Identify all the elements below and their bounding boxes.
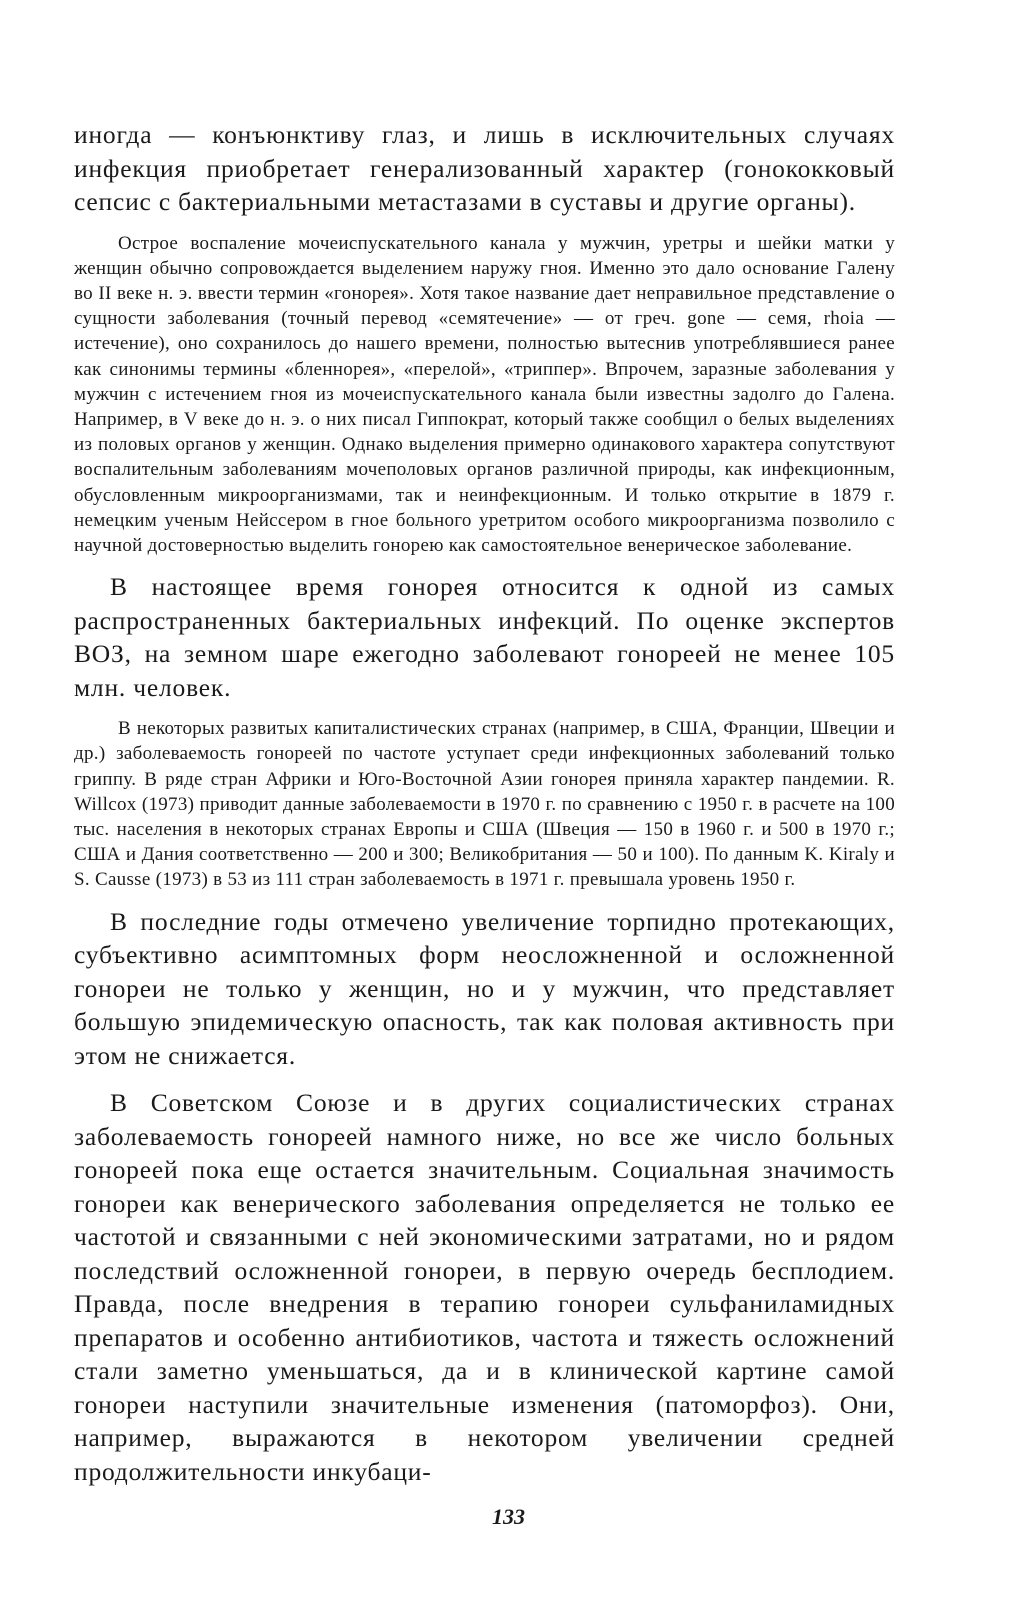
paragraph-2: В настоящее время гонорея относится к одной из самых распространенных бактериальных инфекций. По оценке экспертов ВОЗ, на земном шаре ежегодно заболевают гонореей не менее 105 млн. человек. <box>74 572 895 702</box>
paragraph-3: В последние годы отмечено увеличение торпидно протекающих, субъективно асимптомных форм неосложненной и осложненной гонореи не только у женщин, но и у мужчин, что представляет большую эпидемическую опасность, так как половая активность при этом не снижается. <box>74 906 895 1070</box>
note-paragraph-2: В некоторых развитых капиталистических странах (например, в США, Франции, Швеции и др.) заболеваемость гонореей по частоте уступает среди инфекционных заболеваний только гриппу. В ряде стран Африки и Юго-Восточной Азии гонорея приняла характер пандемии. R. Willcox (1973) приводит данные заболеваемости в 1970 г. по сравнению с 1950 г. в расчете на 100 тыс. населения в некоторых странах Европы и США (Швеция — 150 в 1960 г. и 500 в 1970 г.; США и Дания соответственно — 200 и 300; Великобритания — 50 и 100). По данным K. Kiraly и S. Causse (1973) в 53 из 111 стран заболеваемость в 1971 г. превышала уровень 1950 г. <box>74 718 895 891</box>
paragraph-1: иногда — конъюнктиву глаз, и лишь в исключительных случаях инфекция приобретает генерализованный характер (гонококковый сепсис с бактериальными метастазами в суставы и другие органы). <box>74 120 895 216</box>
note-paragraph-1: Острое воспаление мочеиспускательного канала у мужчин, уретры и шейки матки у женщин обычно сопровождается выделением наружу гноя. Именно это дало основание Галену во II веке н. э. ввести термин «гонорея». Хотя такое название дает неправильное представление о сущности заболевания (точный перевод «семятечение» — от греч. gone — семя, rhoia — истечение), оно сохранилось до нашего времени, полностью вытеснив употреблявшиеся ранее как синонимы термины «бленнорея», «перелой», «триппер». Впрочем, заразные заболевания у мужчин с истечением гноя из мочеиспускательного канала были известны задолго до Галена. Например, в V веке до н. э. о них писал Гиппократ, который также сообщил о белых выделениях из половых органов у женщин. Однако выделения примерно одинакового характера сопутствуют воспалительным заболеваниям мочеполовых органов различной природы, как инфекционным, обусловленным микроорганизмами, так и неинфекционным. И только открытие в 1879 г. немецким ученым Нейссером в гное больного уретритом особого микроорганизма позволило с научной достоверностью выделить гонорею как самостоятельное венерическое заболевание. <box>74 232 895 556</box>
paragraph-4: В Советском Союзе и в других социалистических странах заболеваемость гонореей намного ниже, но все же число больных гонореей пока еще остается значительным. Социальная значимость гонореи как венерического заболевания определяется не только ее частотой и связанными с ней экономическими затратами, но и рядом последствий осложненной гонореи, в первую очередь бесплодием. Правда, после внедрения в терапию гонореи сульфаниламидных препаратов и особенно антибиотиков, частота и тяжесть осложнений стали заметно уменьшаться, да и в клинической картине самой гонореи наступили значительные изменения (патоморфоз). Они, например, выражаются в некотором увеличении средней продолжительности инкубаци- <box>74 1088 895 1486</box>
page-number: 133 <box>492 1504 525 1529</box>
